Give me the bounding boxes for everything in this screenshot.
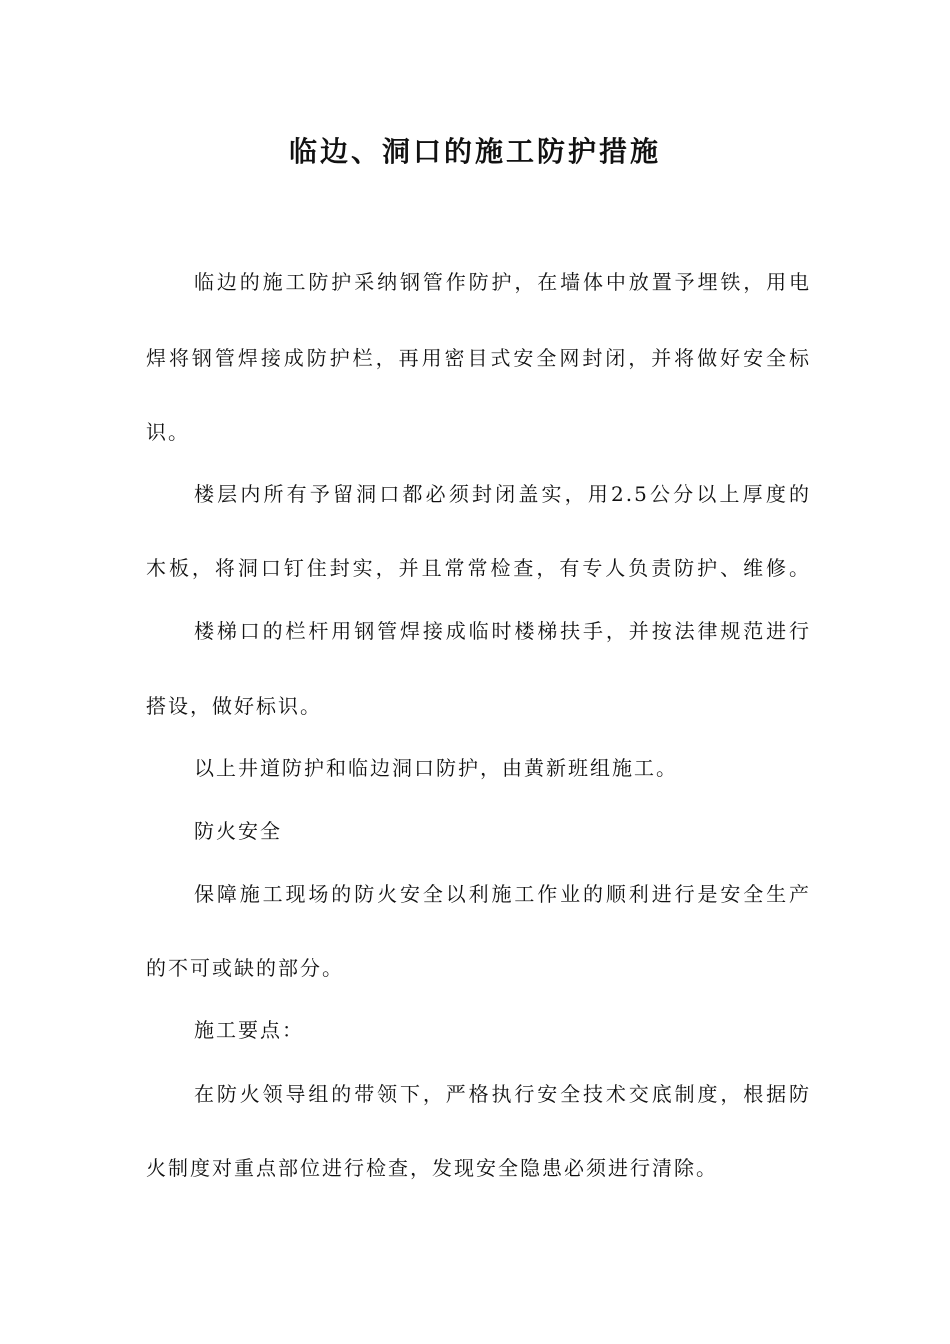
paragraph-line: 以上井道防护和临边洞口防护，由黄新班组施工。 xyxy=(194,756,678,780)
paragraph-line: 搭设，做好标识。 xyxy=(146,694,322,718)
paragraph-line: 临边的施工防护采纳钢管作防护，在墙体中放置予埋铁，用电 xyxy=(194,270,811,294)
paragraph-line: 在防火领导组的带领下，严格执行安全技术交底制度，根据防 xyxy=(194,1082,811,1106)
document-title: 临边、洞口的施工防护措施 xyxy=(288,135,661,168)
paragraph-line: 识。 xyxy=(146,420,190,444)
paragraph-line: 施工要点： xyxy=(194,1018,304,1042)
paragraph-line: 焊将钢管焊接成防护栏，再用密目式安全网封闭，并将做好安全标 xyxy=(146,346,811,370)
paragraph-line: 火制度对重点部位进行检查，发现安全隐患必须进行清除。 xyxy=(146,1156,718,1180)
paragraph-line: 保障施工现场的防火安全以利施工作业的顺利进行是安全生产 xyxy=(194,882,811,906)
paragraph-line: 木板，将洞口钉住封实，并且常常检查，有专人负责防护、维修。 xyxy=(146,556,811,580)
paragraph-line: 的不可或缺的部分。 xyxy=(146,956,344,980)
paragraph-line: 防火安全 xyxy=(194,819,282,843)
paragraph-line: 楼层内所有予留洞口都必须封闭盖实，用2.5公分以上厚度的 xyxy=(194,482,811,506)
paragraph-line: 楼梯口的栏杆用钢管焊接成临时楼梯扶手，并按法律规范进行 xyxy=(194,619,811,643)
